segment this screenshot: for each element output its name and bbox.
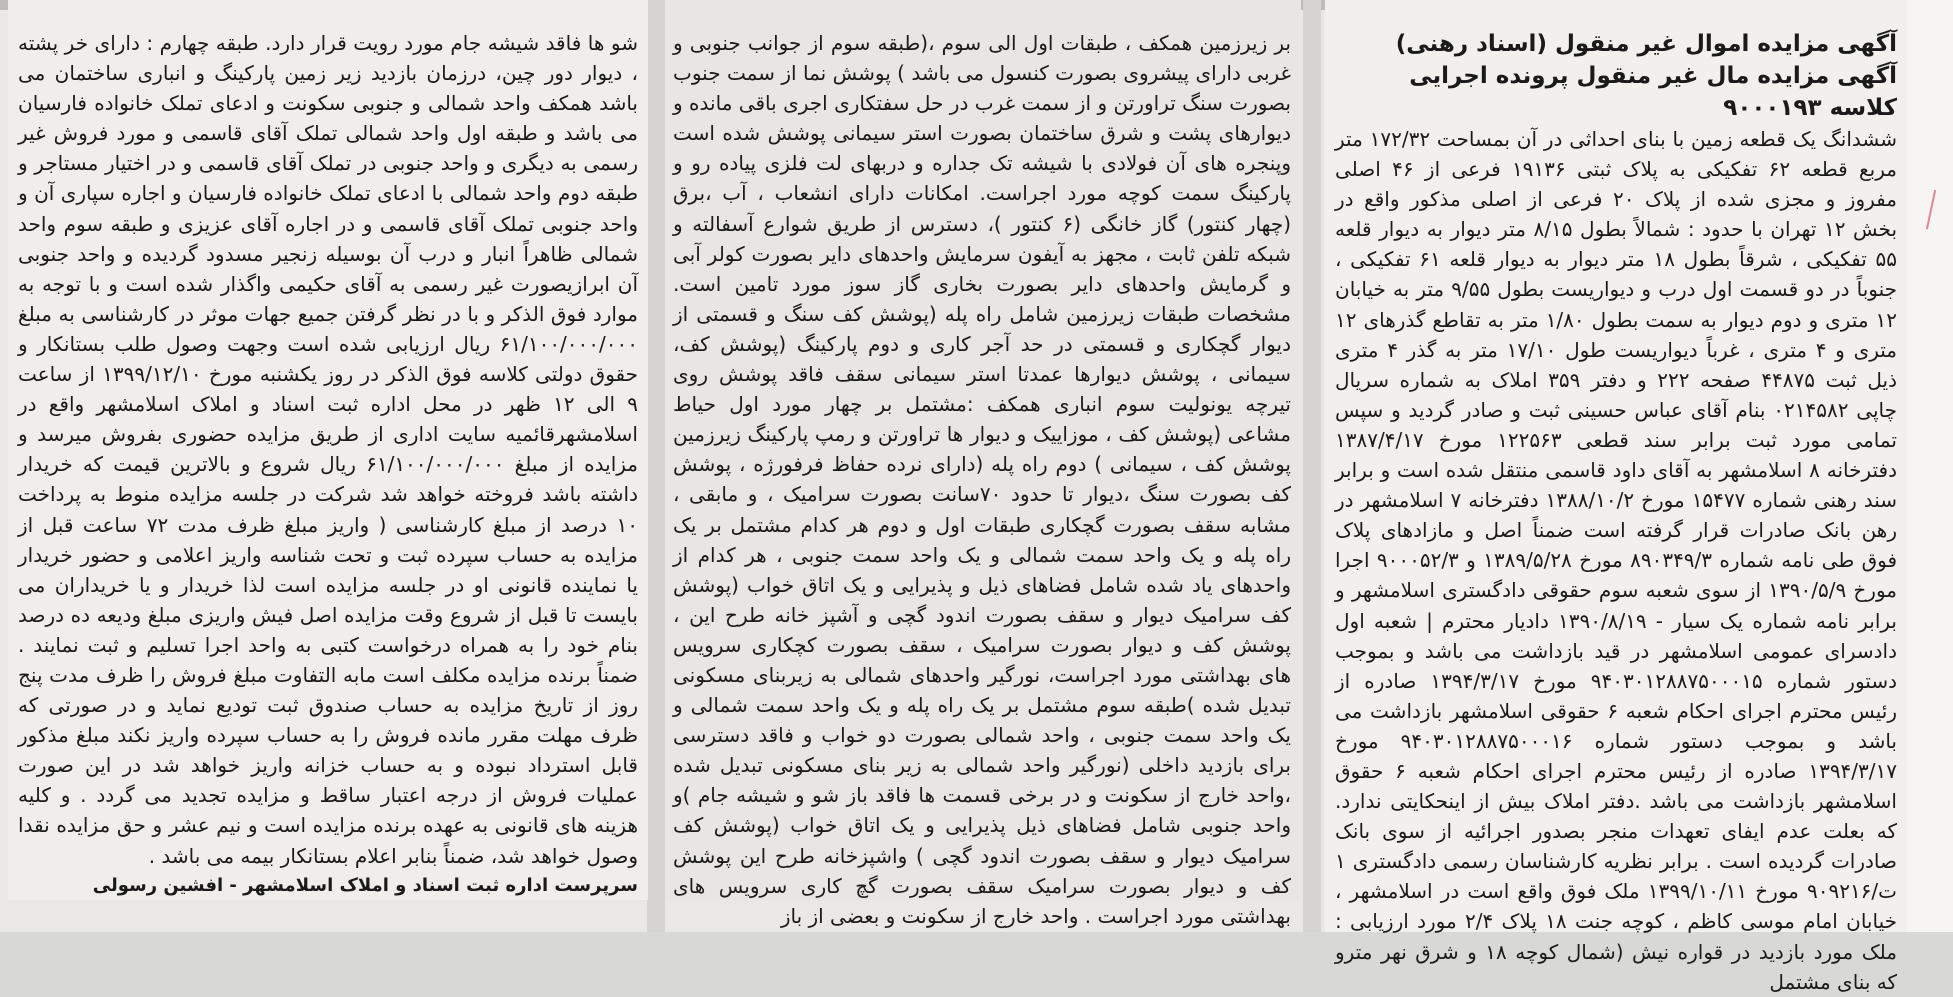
column-gutter [1303,0,1321,932]
column-left-text: شو ها فاقد شیشه جام مورد رویت قرار دارد. طبقه چهارم : دارای خر پشته ، دیوار دور چین، درزمان بازدید زیر زمین پارکینگ و انباری ساختمان می باشد همکف واحد شمالی و جنوبی سکونت و ادعای تملک خانواده فارسیان می باشد و طبقه اول واحد شمالی تملک آقای قاسمی و مورد فروش غیر رسمی به دیگری و واحد جنوبی در تملک آقای قاسمی و در اختیار مستاجر و طبقه دوم واحد شمالی با ادعای تملک خانواده فارسیان و اجاره سپاری آن و واحد جنوبی تملک آقای قاسمی و در اجاره آقای عزیزی و طبقه سوم واحد شمالی ظاهراً انبار و درب آن بوسیله زنجیر مسدود گردیده و واحد جنوبی آن ابرازیصورت غیر رسمی به آقای حکیمی واگذار شده است و با توجه به موارد فوق الذکر و با در نظر گرفتن جمیع جهات موثر در کارشناسی به مبلغ ۶۱/۱۰۰/۰۰۰/۰۰۰ ریال ارزیابی شده است وجهت وصول طلب بستانکار و حقوق دولتی کلاسه فوق الذکر در روز یکشنبه مورخ ۱۳۹۹/۱۲/۱۰ از ساعت ۹ الی ۱۲ ظهر در محل اداره ثبت اسناد و املاک اسلامشهر واقع در اسلامشهرقائمیه سایت اداری از طریق مزایده حضوری بفروش میرسد و مزایده از مبلغ ۶۱/۱۰۰/۰۰۰/۰۰۰ ریال شروع و بالاترین قیمت که خریدار داشته باشد فروخته خواهد شد شرکت در جلسه مزایده منوط به پرداخت ۱۰ درصد از مبلغ کارشناسی ( واریز مبلغ ظرف مدت ۷۲ ساعت قبل از مزایده به حساب سپرده ثبت و تحت شناسه واریز اعلامی و حضور خریدار یا نماینده قانونی او در جلسه مزایده است لذا خریدار و یا خریداران می بایست تا قبل از شروع وقت مزایده اصل فیش واریزی مبلغ ودیعه ده درصد بنام خود را به همراه درخواست کتبی به واحد اجرا تسلیم و ثبت نمایند . ضمناً برنده مزایده مکلف است مابه التفاوت مبلغ فروش را ظرف مدت پنج روز از تاریخ مزایده به حساب صندوق ثبت تودیع نماید و در صورتی که ظرف مهلت مقرر مانده فروش را به حساب سپرده واریز نکند مبلغ مذکور قابل استرداد نبوده و به حساب خزانه واریز خواهد شد در این صورت عملیات فروش از درجه اعتبار ساقط و مزایده تجدید می گردد . و کلیه هزینه های قانونی به عهده برنده مزایده است و نیم عشر و حق مزایده نقدا وصول خواهد شد، ضمناً بنابر اعلام بستانکار بیمه می باشد . [18,31,639,868]
column-gutter [647,0,665,932]
column-right [1325,0,1907,994]
column-right-text: ششدانگ یک قطعه زمین با بنای احداثی در آن بمساحت ۱۷۲/۳۲ متر مربع قطعه ۶۲ تفکیکی به پلاک ثبتی ۱۹۱۳۶ فرعی از ۴۶ اصلی مفروز و مجزی شده از پلاک ۲۰ فرعی از اصلی مذکور واقع در بخش ۱۲ تهران با حدود : شمالاً بطول ۸/۱۵ متر دیوار به دیوار قلعه ۵۵ تفکیکی ، شرقاً بطول ۱۸ متر دیوار به دیوار قلعه ۶۱ تفکیکی ، جنوباً در دو قسمت اول درب و دیواریست بطول ۹/۵۵ متر به خیابان ۱۲ متری و دوم دیوار به سمت بطول ۱/۸۰ متر به تقاطع گذرهای ۱۲ متری و ۴ متری ، غرباً دیواریست طول ۱۷/۱۰ متر به گذر ۴ متری ذیل ثبت ۴۴۸۷۵ صفحه ۲۲۲ و دفتر ۳۵۹ املاک به شماره سریال چاپی ۰۲۱۴۵۸۲ بنام آقای عباس حسینی ثبت و صادر گردید و سپس تمامی مورد ثبت برابر سند قطعی ۱۲۲۵۶۳ مورخ ۱۳۸۷/۴/۱۷ دفترخانه ۸ اسلامشهر به آقای داود قاسمی منتقل شده است و برابر سند رهنی شماره ۱۵۴۷۷ مورخ ۱۳۸۸/۱۰/۲ دفترخانه ۷ اسلامشهر در رهن بانک صادرات قرار گرفته است ضمناً اصل و مازادهای پلاک فوق طی نامه شماره ۸۹۰۳۴۹/۳ مورخ ۱۳۸۹/۵/۲۸ و ۹۰۰۰۵۲/۳ اجرا مورخ ۱۳۹۰/۵/۹ از سوی شعبه سوم حقوقی دادگستری اسلامشهر و برابر نامه شماره یک سیار - ۱۳۹۰/۸/۱۹ دادیار محترم | شعبه اول دادسرای عمومی اسلامشهر در قید بازداشت می باشد و بموجب دستور شماره ۹۴۰۳۰۱۲۸۸۷۵۰۰۰۱۵ مورخ ۱۳۹۴/۳/۱۷ صادره از رئیس محترم اجرای احکام شعبه ۶ حقوقی اسلامشهر بازداشت می باشد و بموجب دستور شماره ۹۴۰۳۰۱۲۸۸۷۵۰۰۰۱۶ مورخ ۱۳۹۴/۳/۱۷ صادره از رئیس محترم اجرای احکام شعبه ۶ حقوق اسلامشهر بازداشت می باشد .دفتر املاک بیش از اینحکایتی ندارد. که بعلت عدم ایفای تعهدات منجر بصدور اجرائیه از سوی بانک صادرات گردیده است . برابر نظریه کارشناسان رسمی دادگستری ۱ ت/۹۰۹۲۱۶ مورخ ۱۳۹۹/۱۰/۱۱ ملک فوق واقع است در اسلامشهر ، خیابان امام موسی کاظم ، کوچه جنت ۱۸ پلاک ۲/۴ مورد ارزیابی : ملک مورد بازدید در قواره نیش (شمال کوچه ۱۸ و شرق نهر مترو که بنای مشتمل [1335,127,1898,994]
page-margin [1907,0,1953,932]
column-middle-text: بر زیرزمین همکف ، طبقات اول الی سوم ،(طبقه سوم از جوانب جنوبی و غربی دارای پیشروی بصورت کنسول می باشد ) پوشش نما از سمت جنوب بصورت سنگ تراورتن و از سمت غرب در حل سفتکاری اجری باقی مانده و دیوارهای پشت و شرق ساختمان بصورت استر سیمانی پوشش شده است وپنجره های آن فولادی با شیشه تک جداره و دربهای لت فلزی پیاده رو و پارکینگ سمت کوچه مورد اجراست. امکانات دارای انشعاب ، آب ،برق (چهار کنتور) گاز خانگی (۶ کنتور )، دسترس از طریق شوارع آسفالته و شبکه تلفن ثابت ، مجهز به آیفون سرمایش واحدهای دایر بصورت کولر آبی و گرمایش واحدهای دایر بصورت بخاری گاز سوز مورد تامین است. مشخصات طبقات زیرزمین شامل راه پله (پوشش کف سنگ و قسمتی از دیوار گچکاری و قسمتی در حد آجر کاری و دوم پارکینگ (پوشش کف، سیمانی ، پوشش دیوارها عمدتا استر سیمانی سقف فاقد پوشش روی تیرچه یونولیت سوم انباری همکف :مشتمل بر چهار مورد اول حیاط مشاعی (پوشش کف ، موزاییک و دیوار ها تراورتن و رمپ پارکینگ زیرزمین پوشش کف ، سیمانی ) دوم راه پله (دارای نرده حفاظ فرفورژه ، پوشش کف بصورت سنگ ،دیوار تا حدود ۷۰سانت بصورت سرامیک ، و مابقی ، مشابه سقف بصورت گچکاری طبقات اول و دوم هر کدام مشتمل بر یک راه پله و یک واحد سمت شمالی و یک واحد سمت جنوبی ، هر کدام از واحدهای یاد شده شامل فضاهای ذیل و پذیرایی و یک اتاق خواب (پوشش کف سرامیک دیوار و سقف بصورت اندود گچی و آشپز خانه طرح این ، پوشش کف و دیوار بصورت سرامیک ، سقف بصورت کچکاری سرویس های بهداشتی مورد اجراست، نورگیر واحدهای شمالی به زیربنای مسکونی تبدیل شده )طبقه سوم مشتمل بر یک راه پله و یک واحد سمت شمالی و یک واحد سمت جنوبی ، واحد شمالی بصورت دو خواب و فاقد دسترسی برای بازدید داخلی (نورگیر واحد شمالی به زیر بنای مسکونی تبدیل شده ،واحد خارج از سکونت و در برخی قسمت ها فاقد باز شو و شیشه جام )و واحد جنوبی شامل فضاهای ذیل پذیرایی و یک اتاق خواب (پوشش کف سرامیک دیوار و سقف بصورت اندود گچی ) واشپزخانه طرح این پوشش کف و دیوار بصورت سرامیک سقف بصورت گچ کاری سرویس های بهداشتی مورد اجراست . واحد خارج از سکونت و بعضی از باز [673,31,1292,928]
notice-title: آگهی مزایده اموال غیر منقول (اسناد رهنی) آگهی مزایده مال غیر منقول پرونده اجرایی کلاسه ۹۰۰۰۱۹۳ [1395,31,1897,121]
column-middle [663,0,1301,928]
signature: سرپرست اداره ثبت اسناد و املاک اسلامشهر - افشین رسولی [92,874,638,896]
column-left [8,0,648,900]
